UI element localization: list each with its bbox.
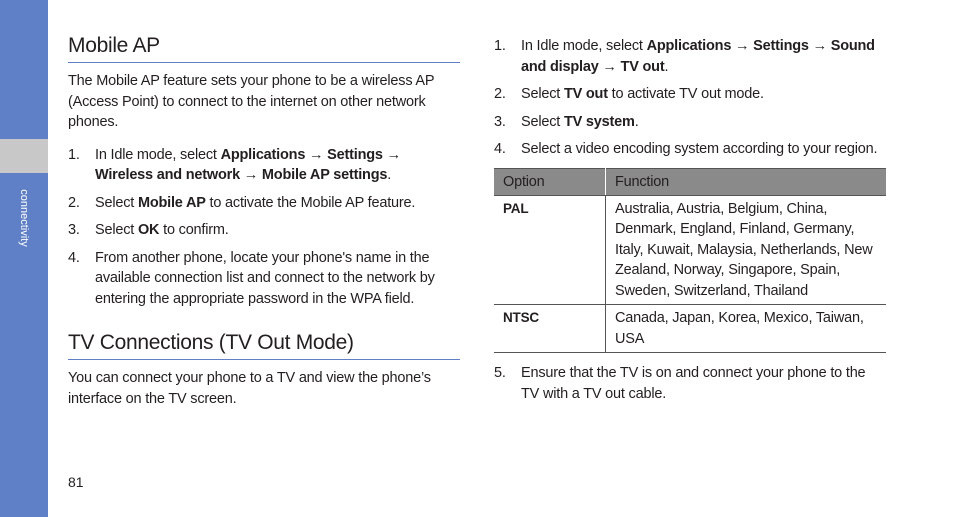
right-column xyxy=(494,36,886,411)
table-cell-option: NTSC xyxy=(494,305,606,353)
step-item xyxy=(68,220,460,241)
step-text: . xyxy=(664,58,669,75)
tv-out-steps xyxy=(494,36,886,160)
step-text: to confirm. xyxy=(159,222,229,238)
step-text: Select a video encoding system according to your region. xyxy=(521,141,878,157)
menu-path-item: Settings xyxy=(753,38,809,54)
menu-path-item: Mobile AP xyxy=(137,194,206,211)
page-number: 81 xyxy=(68,474,84,490)
tv-out-steps-continued xyxy=(494,363,886,404)
menu-path-item: TV system xyxy=(563,113,635,130)
menu-path-item: Settings xyxy=(327,146,383,163)
step-text: Ensure that the TV is on and connect your phone to the TV with a TV out cable. xyxy=(521,365,866,402)
table-header-option: Option xyxy=(494,168,606,195)
tv-connections-intro: You can connect your phone to a TV and view the phone’s interface on the TV screen. xyxy=(68,370,431,407)
table-cell-option: PAL xyxy=(494,195,606,305)
menu-path-item: Mobile AP settings xyxy=(261,167,388,183)
step-item xyxy=(494,139,886,160)
step-text: . xyxy=(634,113,639,130)
step-item xyxy=(68,193,460,214)
step-number: 1. xyxy=(68,146,80,163)
arrow-separator: → xyxy=(808,38,831,54)
step-number: 3. xyxy=(68,222,80,238)
menu-path-item: Applications xyxy=(220,146,306,163)
step-number: 1. xyxy=(494,38,506,54)
step-number: 4. xyxy=(68,249,80,266)
step-item xyxy=(494,112,886,133)
table-cell-function: Canada, Japan, Korea, Mexico, Taiwan, USA xyxy=(606,305,887,353)
menu-path-item: OK xyxy=(137,222,160,238)
table-header-function: Function xyxy=(606,168,887,195)
step-item xyxy=(494,363,886,404)
step-item xyxy=(68,145,460,186)
table-header-row xyxy=(494,168,886,195)
mobile-ap-steps xyxy=(68,145,460,310)
sidebar-tab xyxy=(0,0,48,517)
step-number: 4. xyxy=(494,141,506,157)
menu-path-item: TV out xyxy=(620,58,665,75)
left-column xyxy=(68,34,460,409)
step-number: 3. xyxy=(494,113,506,130)
step-number: 2. xyxy=(68,194,80,211)
step-text: to activate TV out mode. xyxy=(607,86,764,102)
mobile-ap-intro: The Mobile AP feature sets your phone to be a wireless AP (Access Point) to connect to the internet on other network phones. xyxy=(68,73,435,130)
arrow-separator: → xyxy=(305,146,328,163)
step-text: Select xyxy=(521,86,564,102)
arrow-separator: → xyxy=(382,146,401,163)
sidebar-section-label: connectivity xyxy=(18,189,30,247)
table-row xyxy=(494,305,886,353)
step-number: 5. xyxy=(494,365,506,381)
arrow-separator: → xyxy=(598,58,621,75)
step-text: In Idle mode, select xyxy=(521,38,647,54)
table-cell-function: Australia, Austria, Belgium, China, Denmark, England, Finland, Germany, Italy, Kuwait, Malaysia, Netherlands, New Zealand, Norway, Singapore, Spain, Sweden, Switzerland, Thailand xyxy=(606,195,887,305)
menu-path-item: Sound and display xyxy=(521,38,875,75)
step-text: . xyxy=(387,167,392,183)
arrow-separator: → xyxy=(239,167,262,183)
step-item xyxy=(494,84,886,105)
step-text: to activate the Mobile AP feature. xyxy=(205,194,416,211)
step-number: 2. xyxy=(494,86,506,102)
sidebar-active-marker xyxy=(0,139,48,173)
table-row xyxy=(494,195,886,305)
step-text: In Idle mode, select xyxy=(95,146,221,163)
step-text: Select xyxy=(521,113,564,130)
menu-path-item: TV out xyxy=(563,86,608,102)
step-text: From another phone, locate your phone's name in the available connection list and connect to the network by entering the appropriate password in the WPA field. xyxy=(95,249,435,307)
step-text: Select xyxy=(95,194,138,211)
tv-connections-title: TV Connections (TV Out Mode) xyxy=(68,331,460,360)
arrow-separator: → xyxy=(731,38,754,54)
step-item xyxy=(494,36,886,77)
tv-system-table xyxy=(494,168,886,354)
step-text: Select xyxy=(95,222,138,238)
mobile-ap-title: Mobile AP xyxy=(68,34,460,63)
step-item xyxy=(68,248,460,310)
menu-path-item: Wireless and network xyxy=(95,167,240,183)
menu-path-item: Applications xyxy=(646,38,732,54)
